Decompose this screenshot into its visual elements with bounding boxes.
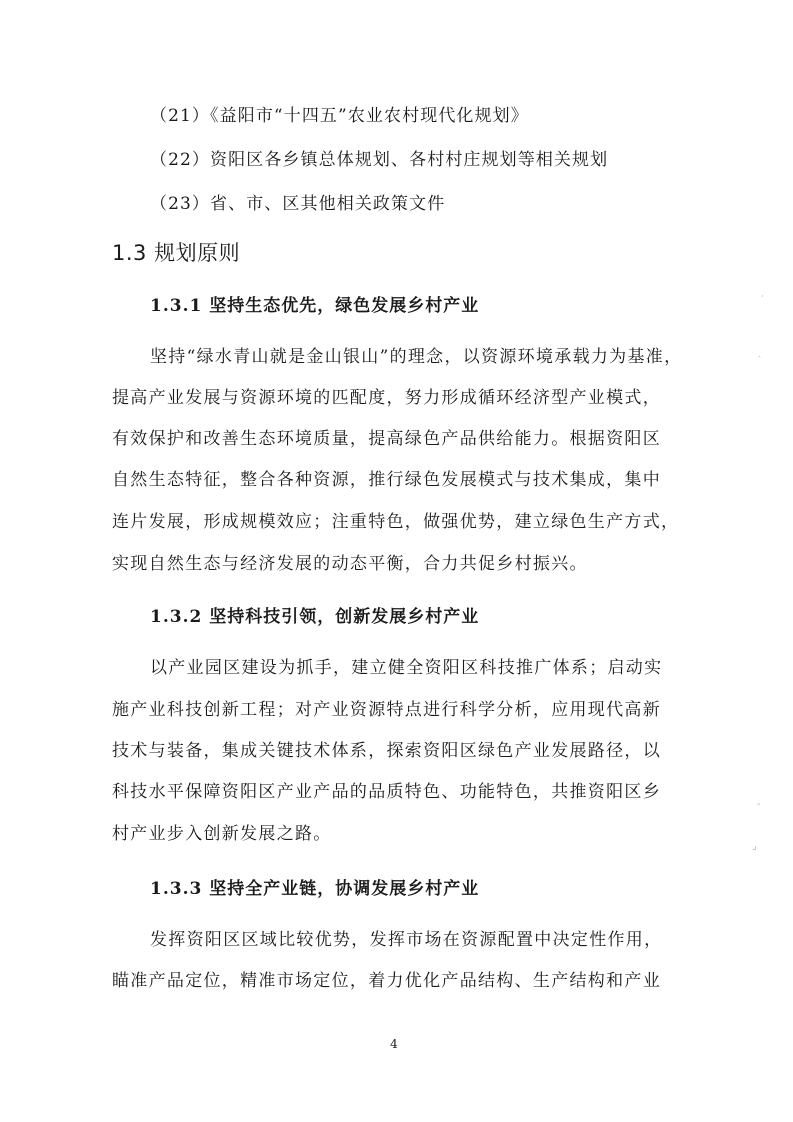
paragraph-line: 提高产业发展与资源环境的匹配度，努力形成循环经济型产业模式， bbox=[112, 388, 661, 408]
page-number: 4 bbox=[390, 1037, 398, 1051]
paragraph-line: 连片发展，形成规模效应；注重特色，做强优势，建立绿色生产方式， bbox=[112, 512, 680, 532]
paragraph-line: 自然生态特征，整合各种资源，推行绿色发展模式与技术集成，集中 bbox=[112, 470, 661, 490]
paragraph-line: 有效保护和改善生态环境质量，提高绿色产品供给能力。根据资阳区 bbox=[112, 429, 661, 449]
paragraph-line: 技术与装备，集成关键技术体系，探索资阳区绿色产业发展路径，以 bbox=[112, 741, 661, 761]
paragraph-line: 村产业步入创新发展之路。 bbox=[112, 824, 332, 844]
scan-artifact-mark: ˎ bbox=[758, 347, 762, 358]
subsection-heading-1-3-3: 1.3.3 坚持全产业链，协调发展乡村产业 bbox=[150, 879, 480, 899]
paragraph-line: 瞄准产品定位，精准市场定位，着力优化产品结构、生产结构和产业 bbox=[112, 971, 661, 991]
paragraph-line: 实现自然生态与经济发展的动态平衡，合力共促乡村振兴。 bbox=[112, 554, 588, 574]
scan-artifact-mark: ⌟ bbox=[752, 841, 757, 852]
paragraph-line: 施产业科技创新工程；对产业资源特点进行科学分析，应用现代高新 bbox=[112, 700, 661, 720]
section-heading: 1.3 规划原则 bbox=[112, 241, 241, 265]
subsection-heading-1-3-1: 1.3.1 坚持生态优先，绿色发展乡村产业 bbox=[150, 296, 480, 316]
paragraph-line: 科技水平保障资阳区产业产品的品质特色、功能特色，共推资阳区乡 bbox=[112, 782, 661, 802]
paragraph-line: 发挥资阳区区域比较优势，发挥市场在资源配置中决定性作用， bbox=[150, 930, 663, 950]
paragraph-line: 坚持“绿水青山就是金山银山”的理念，以资源环境承载力为基准， bbox=[150, 347, 683, 367]
reference-item-22: （22）资阳区各乡镇总体规划、各村村庄规划等相关规划 bbox=[150, 150, 609, 170]
subsection-heading-1-3-2: 1.3.2 坚持科技引领，创新发展乡村产业 bbox=[150, 607, 480, 627]
paragraph-line: 以产业园区建设为抓手，建立健全资阳区科技推广体系；启动实 bbox=[150, 658, 663, 678]
scan-artifact-mark: - bbox=[757, 799, 761, 810]
reference-item-23: （23）省、市、区其他相关政策文件 bbox=[150, 194, 446, 214]
reference-item-21: （21）《益阳市“十四五”农业农村现代化规划》 bbox=[150, 106, 529, 126]
scan-artifact-mark: ˙ bbox=[760, 295, 765, 306]
